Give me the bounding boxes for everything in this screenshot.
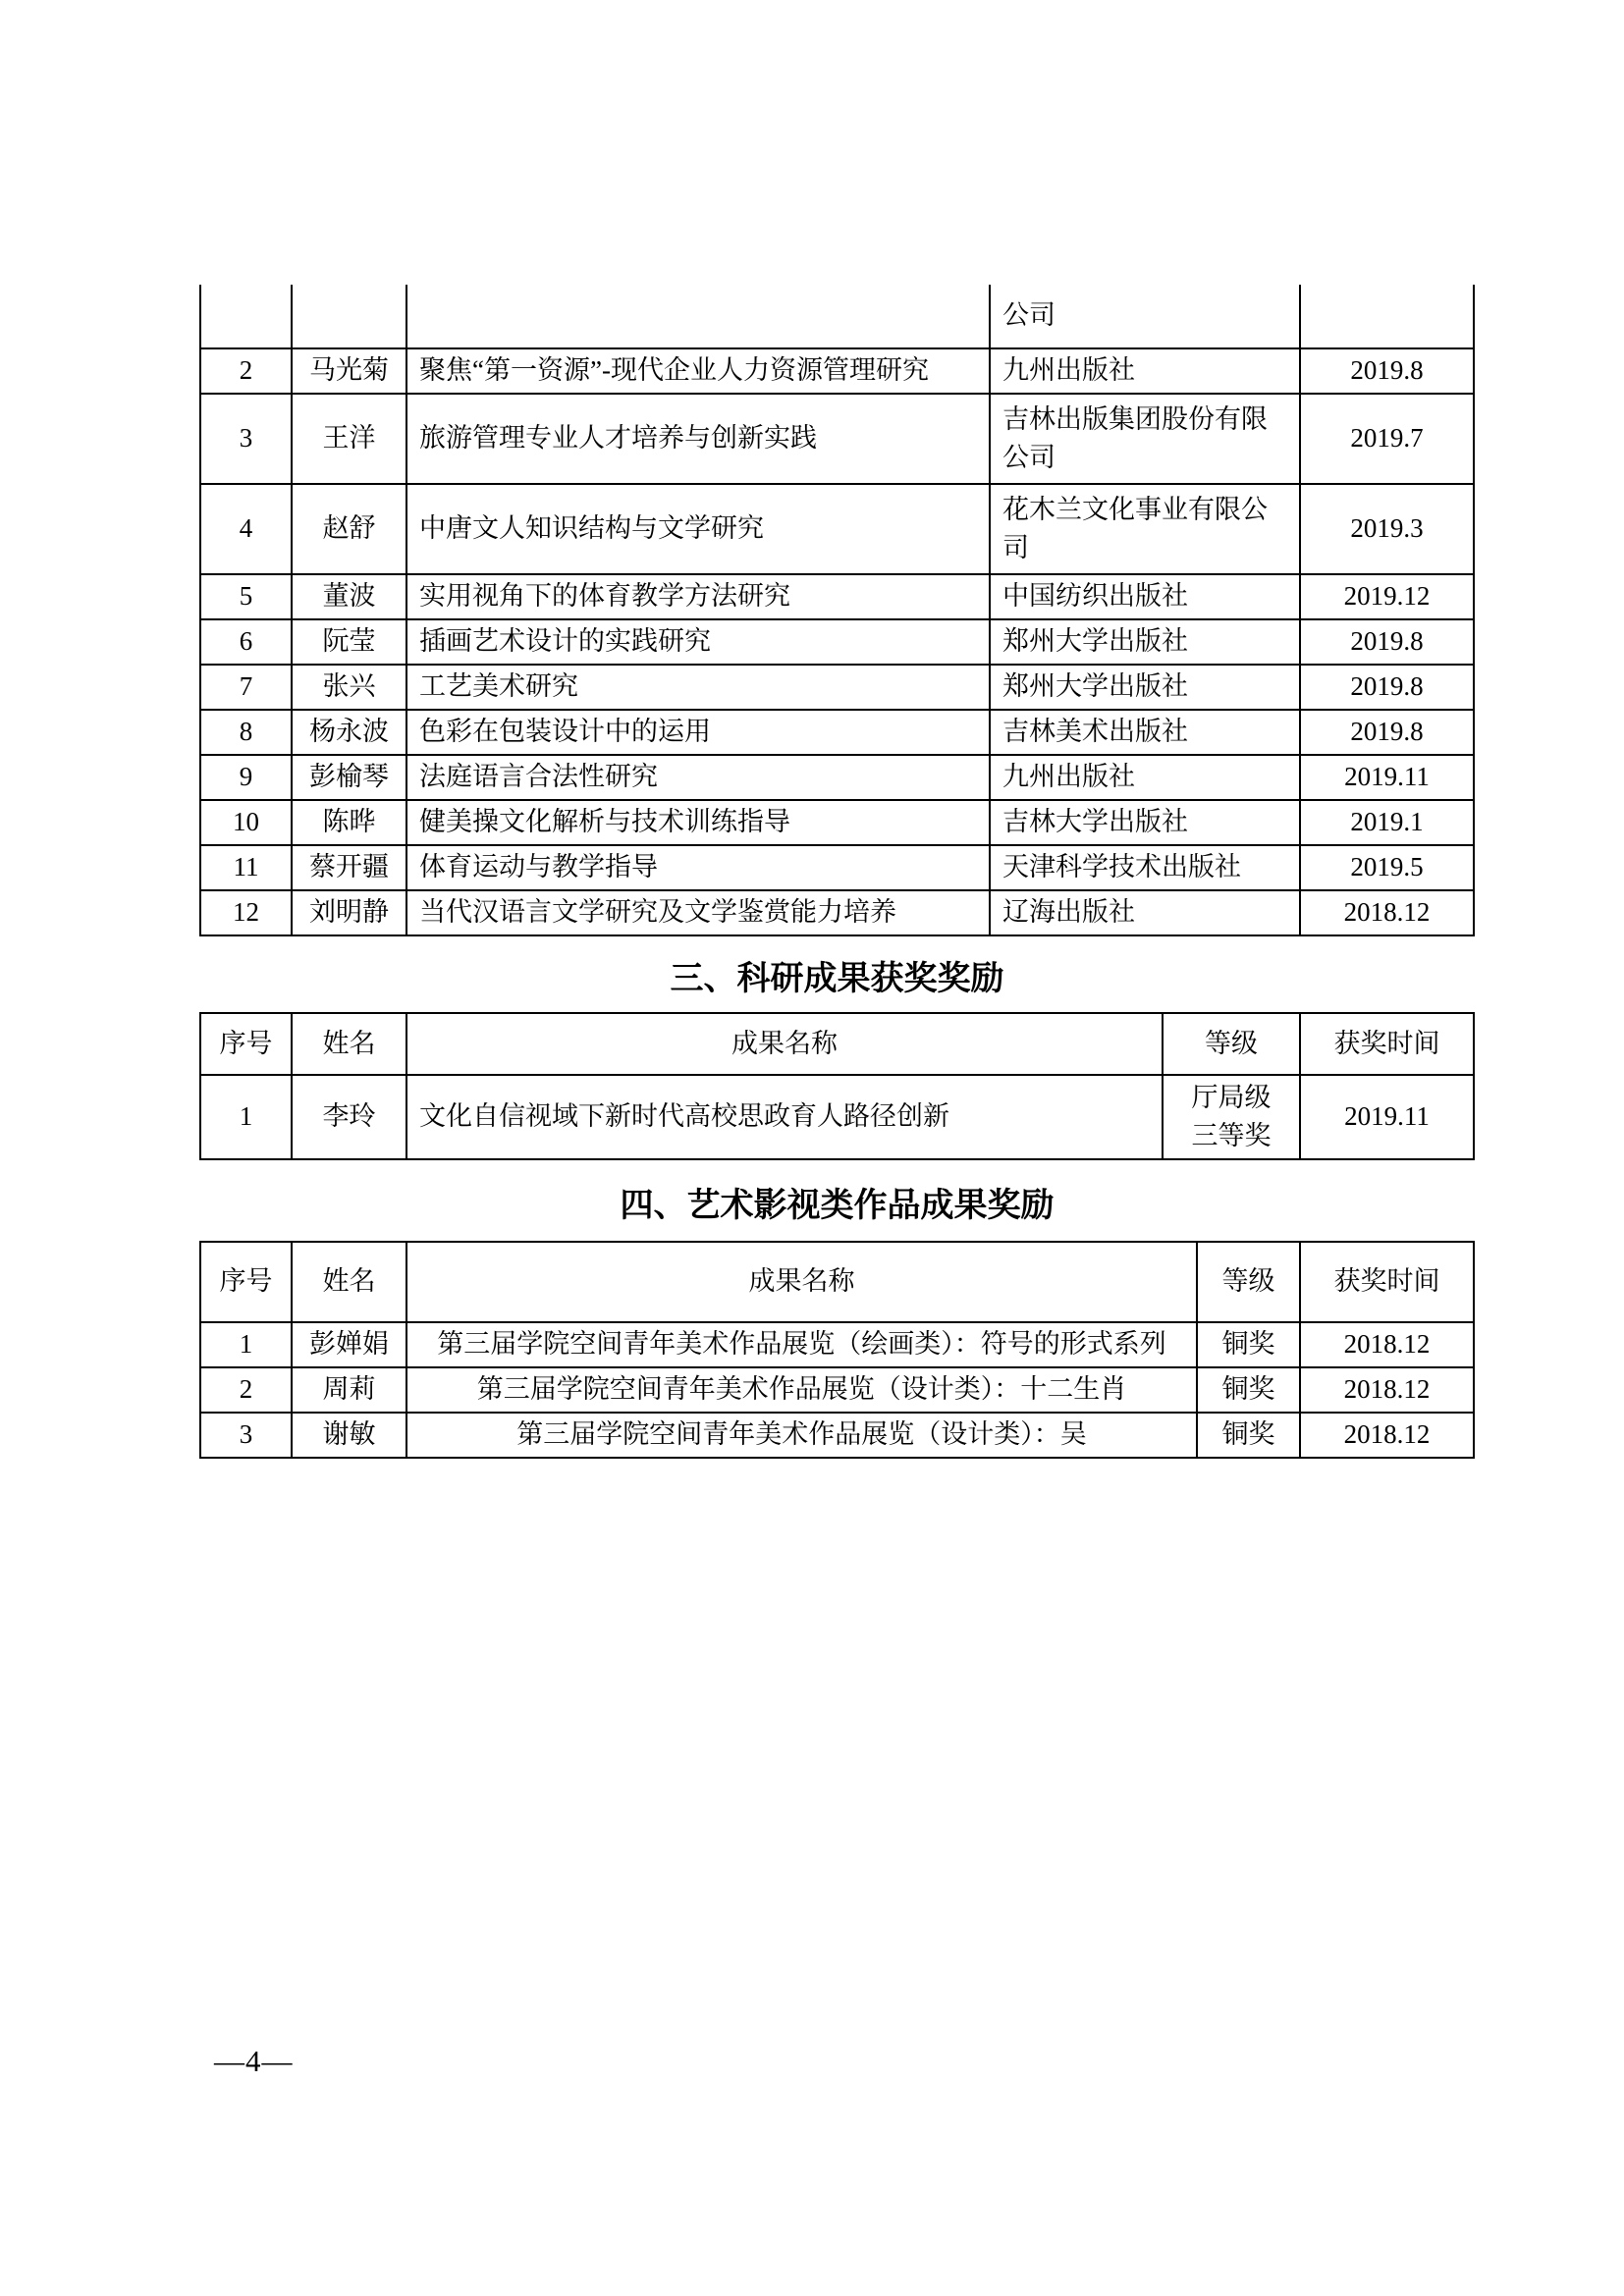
cell-no: 10 <box>200 800 292 845</box>
table-row <box>200 348 1474 394</box>
cell-name: 谢敏 <box>292 1413 406 1458</box>
grade-line: 厅局级 <box>1191 1082 1272 1112</box>
section4-heading: 四、艺术影视类作品成果奖励 <box>620 1187 1055 1224</box>
table-row <box>200 1075 1474 1159</box>
header-title: 成果名称 <box>406 1242 1197 1322</box>
cell-title: 中唐文人知识结构与文学研究 <box>406 484 990 574</box>
table-row <box>200 845 1474 890</box>
table-row <box>200 1413 1474 1458</box>
cell-name: 蔡开疆 <box>292 845 406 890</box>
cell-title: 第三届学院空间青年美术作品展览（设计类）：吴 <box>406 1413 1197 1458</box>
cell-no <box>200 285 292 348</box>
cell-publisher: 郑州大学出版社 <box>990 619 1300 665</box>
research-awards-table <box>199 1012 1475 1160</box>
cell-publisher: 吉林美术出版社 <box>990 710 1300 755</box>
cell-name: 杨永波 <box>292 710 406 755</box>
cell-date: 2018.12 <box>1300 1367 1474 1413</box>
header-grade: 等级 <box>1163 1013 1300 1075</box>
cell-grade: 铜奖 <box>1197 1413 1300 1458</box>
cell-no: 1 <box>200 1075 292 1159</box>
cell-name: 赵舒 <box>292 484 406 574</box>
cell-name <box>292 285 406 348</box>
cell-date: 2019.8 <box>1300 710 1474 755</box>
cell-name: 刘明静 <box>292 890 406 935</box>
cell-no: 6 <box>200 619 292 665</box>
cell-no: 2 <box>200 348 292 394</box>
table-row <box>200 665 1474 710</box>
cell-publisher-carryover: 公司 <box>990 285 1300 348</box>
cell-publisher: 九州出版社 <box>990 348 1300 394</box>
cell-title: 旅游管理专业人才培养与创新实践 <box>406 394 990 484</box>
cell-publisher: 吉林大学出版社 <box>990 800 1300 845</box>
cell-date: 2019.11 <box>1300 755 1474 800</box>
cell-title: 第三届学院空间青年美术作品展览（设计类）：十二生肖 <box>406 1367 1197 1413</box>
cell-title: 体育运动与教学指导 <box>406 845 990 890</box>
cell-date: 2019.8 <box>1300 619 1474 665</box>
section3-heading: 三、科研成果获奖奖励 <box>670 960 1004 997</box>
cell-publisher: 辽海出版社 <box>990 890 1300 935</box>
cell-name: 王洋 <box>292 394 406 484</box>
header-date: 获奖时间 <box>1300 1242 1474 1322</box>
cell-date: 2018.12 <box>1300 1413 1474 1458</box>
header-name: 姓名 <box>292 1013 406 1075</box>
art-works-awards-table <box>199 1241 1475 1459</box>
cell-no: 3 <box>200 1413 292 1458</box>
table-header-row <box>200 1013 1474 1075</box>
cell-title: 色彩在包装设计中的运用 <box>406 710 990 755</box>
cell-publisher: 郑州大学出版社 <box>990 665 1300 710</box>
cell-no: 8 <box>200 710 292 755</box>
cell-name: 马光菊 <box>292 348 406 394</box>
cell-title: 插画艺术设计的实践研究 <box>406 619 990 665</box>
table-row-partial <box>200 285 1474 348</box>
cell-title: 健美操文化解析与技术训练指导 <box>406 800 990 845</box>
cell-publisher: 九州出版社 <box>990 755 1300 800</box>
header-no: 序号 <box>200 1013 292 1075</box>
header-title: 成果名称 <box>406 1013 1163 1075</box>
cell-publisher: 天津科学技术出版社 <box>990 845 1300 890</box>
cell-name: 陈晔 <box>292 800 406 845</box>
header-no: 序号 <box>200 1242 292 1322</box>
cell-publisher: 吉林出版集团股份有限公司 <box>990 394 1300 484</box>
cell-grade <box>1163 1075 1300 1159</box>
table-row <box>200 890 1474 935</box>
publications-table-continued <box>199 285 1475 936</box>
cell-name: 张兴 <box>292 665 406 710</box>
table-row <box>200 394 1474 484</box>
cell-name: 彭榆琴 <box>292 755 406 800</box>
cell-title: 法庭语言合法性研究 <box>406 755 990 800</box>
cell-name: 彭婵娟 <box>292 1322 406 1367</box>
cell-date <box>1300 285 1474 348</box>
cell-title <box>406 285 990 348</box>
table-row <box>200 484 1474 574</box>
cell-publisher: 中国纺织出版社 <box>990 574 1300 619</box>
cell-date: 2019.1 <box>1300 800 1474 845</box>
page-number: —4— <box>214 2044 294 2078</box>
cell-publisher: 花木兰文化事业有限公司 <box>990 484 1300 574</box>
cell-date: 2019.5 <box>1300 845 1474 890</box>
cell-no: 11 <box>200 845 292 890</box>
cell-date: 2019.12 <box>1300 574 1474 619</box>
cell-title: 工艺美术研究 <box>406 665 990 710</box>
cell-no: 12 <box>200 890 292 935</box>
cell-title: 聚焦“第一资源”-现代企业人力资源管理研究 <box>406 348 990 394</box>
table-header-row <box>200 1242 1474 1322</box>
table-row <box>200 574 1474 619</box>
cell-date: 2019.3 <box>1300 484 1474 574</box>
cell-no: 2 <box>200 1367 292 1413</box>
cell-date: 2019.7 <box>1300 394 1474 484</box>
table-row <box>200 1322 1474 1367</box>
header-grade: 等级 <box>1197 1242 1300 1322</box>
cell-no: 9 <box>200 755 292 800</box>
cell-no: 5 <box>200 574 292 619</box>
cell-title: 第三届学院空间青年美术作品展览（绘画类）：符号的形式系列 <box>406 1322 1197 1367</box>
grade-line: 三等奖 <box>1191 1121 1272 1150</box>
cell-name: 李玲 <box>292 1075 406 1159</box>
cell-no: 4 <box>200 484 292 574</box>
cell-title: 文化自信视域下新时代高校思政育人路径创新 <box>406 1075 1163 1159</box>
cell-no: 7 <box>200 665 292 710</box>
table-row <box>200 800 1474 845</box>
cell-name: 周莉 <box>292 1367 406 1413</box>
cell-date: 2019.8 <box>1300 348 1474 394</box>
header-name: 姓名 <box>292 1242 406 1322</box>
cell-date: 2019.8 <box>1300 665 1474 710</box>
cell-name: 阮莹 <box>292 619 406 665</box>
cell-name: 董波 <box>292 574 406 619</box>
header-date: 获奖时间 <box>1300 1013 1474 1075</box>
table-row <box>200 619 1474 665</box>
cell-grade: 铜奖 <box>1197 1367 1300 1413</box>
cell-grade: 铜奖 <box>1197 1322 1300 1367</box>
cell-title: 实用视角下的体育教学方法研究 <box>406 574 990 619</box>
table-row <box>200 1367 1474 1413</box>
cell-no: 3 <box>200 394 292 484</box>
cell-date: 2019.11 <box>1300 1075 1474 1159</box>
cell-title: 当代汉语言文学研究及文学鉴赏能力培养 <box>406 890 990 935</box>
table-row <box>200 710 1474 755</box>
cell-date: 2018.12 <box>1300 890 1474 935</box>
cell-no: 1 <box>200 1322 292 1367</box>
cell-date: 2018.12 <box>1300 1322 1474 1367</box>
table-row <box>200 755 1474 800</box>
